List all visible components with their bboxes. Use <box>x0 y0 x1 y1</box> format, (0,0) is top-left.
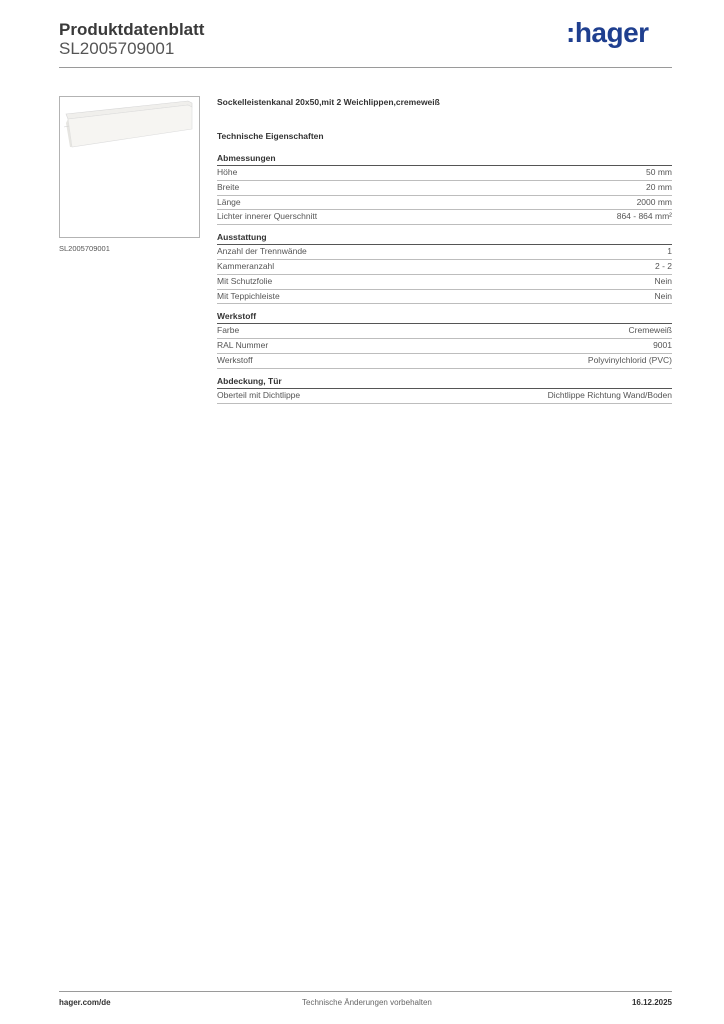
property-group <box>217 152 672 225</box>
property-label: Kammeranzahl <box>217 260 275 271</box>
property-label: Werkstoff <box>217 354 253 365</box>
group-title: Abmessungen <box>217 152 672 166</box>
property-row <box>217 260 672 275</box>
image-caption: SL2005709001 <box>59 244 110 253</box>
property-group <box>217 375 672 404</box>
footer-date: 16.12.2025 <box>631 998 672 1007</box>
property-label: Oberteil mit Dichtlippe <box>217 389 301 400</box>
header-divider <box>59 67 672 68</box>
property-value: 1 <box>667 246 672 257</box>
property-value: 9001 <box>653 340 672 351</box>
property-value: Nein <box>654 290 672 301</box>
footer-website: hager.com/de <box>59 998 111 1007</box>
property-row <box>217 354 672 369</box>
property-label: RAL Nummer <box>217 340 269 351</box>
group-title: Abdeckung, Tür <box>217 375 672 389</box>
property-row <box>217 339 672 354</box>
property-row <box>217 275 672 290</box>
footer-divider <box>59 991 672 992</box>
property-row <box>217 290 672 305</box>
property-label: Länge <box>217 196 241 207</box>
product-illustration <box>60 97 199 237</box>
property-label: Lichter innerer Querschnitt <box>217 211 318 222</box>
brand-logo: :hager <box>566 17 649 48</box>
property-value: 2000 mm <box>636 196 672 207</box>
footer-notice: Technische Änderungen vorbehalten <box>302 998 432 1007</box>
property-label: Mit Schutzfolie <box>217 275 273 286</box>
product-code: SL2005709001 <box>59 39 175 58</box>
properties-heading: Technische Eigenschaften <box>217 131 324 141</box>
property-row <box>217 210 672 225</box>
property-group <box>217 231 672 304</box>
product-image <box>59 96 200 238</box>
property-label: Breite <box>217 181 240 192</box>
property-row <box>217 245 672 260</box>
property-label: Farbe <box>217 325 240 336</box>
group-title: Werkstoff <box>217 310 672 324</box>
property-label: Höhe <box>217 167 238 177</box>
property-value: 2 - 2 <box>654 260 672 271</box>
property-row <box>217 196 672 211</box>
group-title: Ausstattung <box>217 231 672 245</box>
property-label: Anzahl der Trennwände <box>217 246 307 257</box>
page-title: Produktdatenblatt <box>59 20 205 39</box>
property-value: Cremeweiß <box>628 325 672 336</box>
property-value: Polyvinylchlorid (PVC) <box>587 354 672 365</box>
property-value: Dichtlippe Richtung Wand/Boden <box>547 389 672 400</box>
product-name: Sockelleistenkanal 20x50,mit 2 Weichlippen,cremeweiß <box>217 97 440 107</box>
property-row <box>217 181 672 196</box>
property-groups <box>217 152 672 404</box>
content <box>217 96 672 404</box>
property-value: 50 mm <box>646 167 672 177</box>
property-row <box>217 389 672 404</box>
property-row <box>217 324 672 339</box>
property-value: Nein <box>654 275 672 286</box>
property-label: Mit Teppichleiste <box>217 290 280 301</box>
property-group <box>217 310 672 368</box>
property-row <box>217 166 672 181</box>
property-value: 20 mm <box>646 181 672 192</box>
property-value: 864 - 864 mm² <box>616 211 672 222</box>
